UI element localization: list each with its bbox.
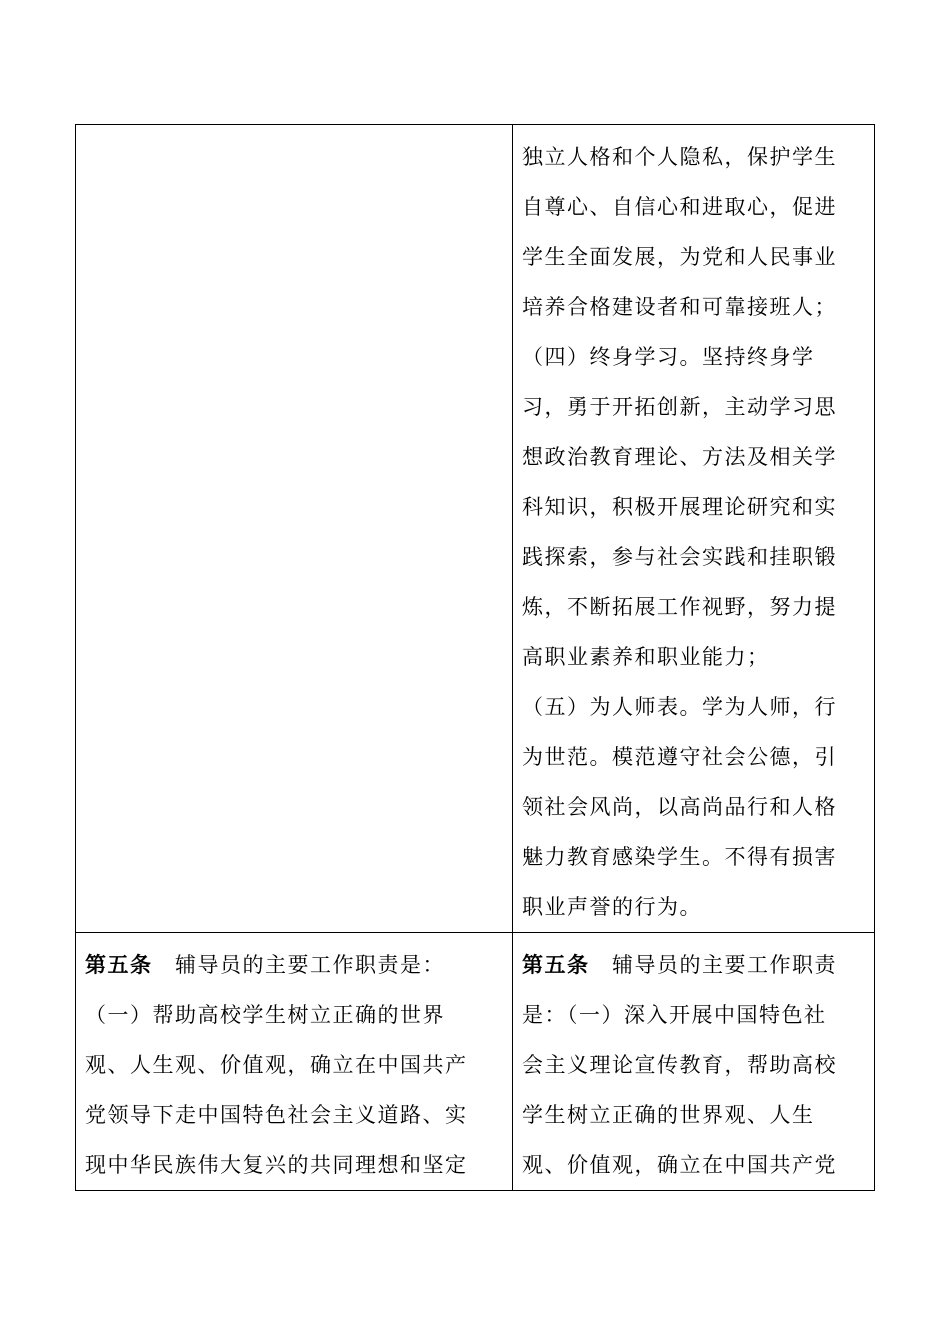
- article-heading-text: 辅导员的主要工作职责: [612, 953, 837, 977]
- text-line: 想政治教育理论、方法及相关学: [522, 445, 837, 469]
- left-cell-article-5: [76, 933, 513, 1191]
- text-line: 为世范。模范遵守社会公德，引: [522, 745, 837, 769]
- comparison-table: [75, 124, 875, 1191]
- text-line: （四）终身学习。坚持终身学: [522, 345, 815, 369]
- text-line: 观、价值观，确立在中国共产党: [522, 1153, 837, 1177]
- text-line: 会主义理论宣传教育，帮助高校: [522, 1053, 837, 1077]
- text-line: （一）帮助高校学生树立正确的世界: [85, 1003, 445, 1027]
- text-line: 高职业素养和职业能力；: [522, 645, 770, 669]
- text-line: 是：（一）深入开展中国特色社: [522, 1003, 827, 1027]
- right-cell-article-5: [513, 933, 875, 1191]
- text-line: 现中华民族伟大复兴的共同理想和坚定: [85, 1153, 468, 1177]
- article-first-line: [522, 940, 866, 990]
- left-cell-empty: [76, 125, 513, 933]
- article-heading-text: 辅导员的主要工作职责是：: [175, 953, 445, 977]
- text-line: 观、人生观、价值观，确立在中国共产: [85, 1053, 468, 1077]
- text-line: 学生全面发展，为党和人民事业: [522, 245, 837, 269]
- article-heading: 第五条: [85, 952, 153, 977]
- text-line: 党领导下走中国特色社会主义道路、实: [85, 1103, 468, 1127]
- text-line: 职业声誉的行为。: [522, 895, 702, 919]
- text-line: 独立人格和个人隐私，保护学生: [522, 145, 837, 169]
- text-line: 炼，不断拓展工作视野，努力提: [522, 595, 837, 619]
- text-line: 自尊心、自信心和进取心，促进: [522, 195, 837, 219]
- table-row: [76, 933, 875, 1191]
- text-line: 践探索，参与社会实践和挂职锻: [522, 545, 837, 569]
- text-line: 学生树立正确的世界观、人生: [522, 1103, 815, 1127]
- text-line: 领社会风尚，以高尚品行和人格: [522, 795, 837, 819]
- table-row: [76, 125, 875, 933]
- text-line: 培养合格建设者和可靠接班人；: [522, 295, 837, 319]
- text-line: 魅力教育感染学生。不得有损害: [522, 845, 837, 869]
- text-line: 科知识，积极开展理论研究和实: [522, 495, 837, 519]
- article-heading: 第五条: [522, 952, 590, 977]
- text-line: （五）为人师表。学为人师，行: [522, 695, 837, 719]
- right-cell-text: [513, 125, 875, 933]
- article-first-line: [85, 940, 504, 990]
- text-line: 习，勇于开拓创新，主动学习思: [522, 395, 837, 419]
